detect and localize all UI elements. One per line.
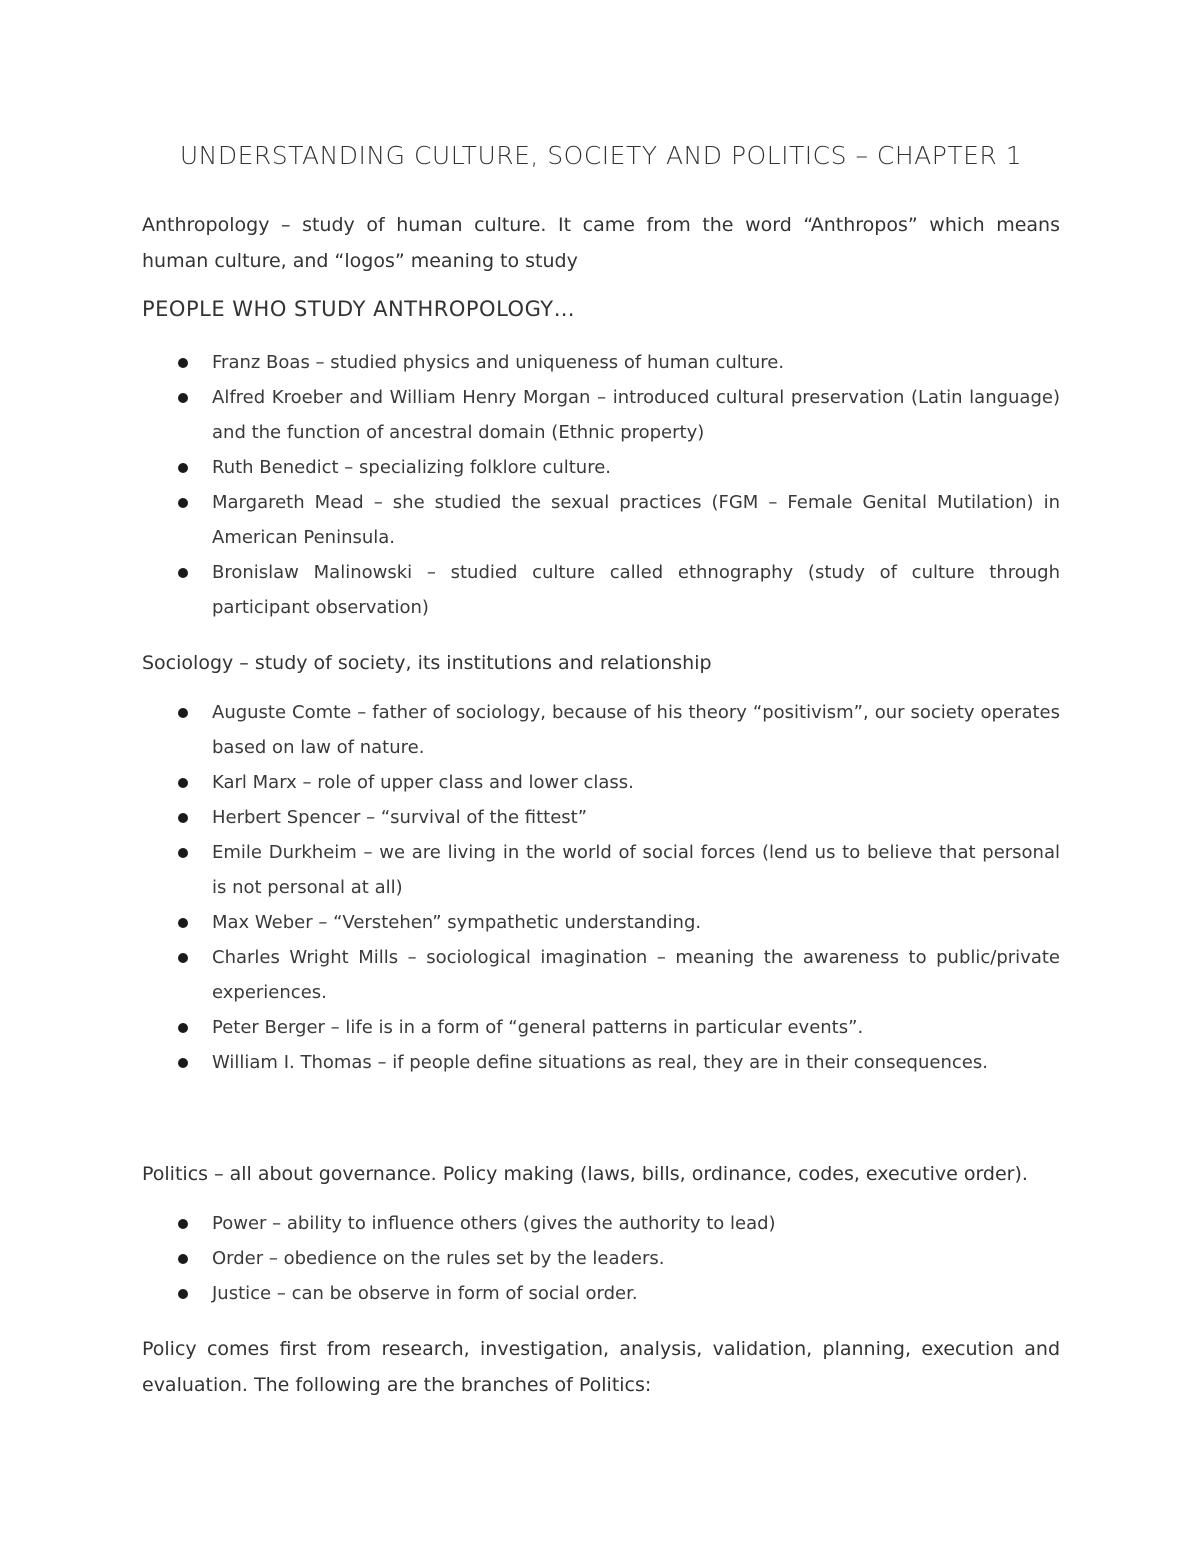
list-item-text: Franz Boas – studied physics and uniqueness of human culture. — [212, 351, 785, 373]
list-item-text: Justice – can be observe in form of social order. — [212, 1282, 638, 1304]
bullet-icon — [178, 953, 188, 963]
list-item — [142, 1045, 1060, 1080]
sociology-definition: Sociology – study of society, its institutions and relationship — [142, 651, 712, 674]
list-item — [142, 345, 1060, 380]
list-item — [142, 1206, 1060, 1241]
bullet-icon — [178, 1219, 188, 1229]
list-item-text: Ruth Benedict – specializing folklore culture. — [212, 456, 611, 478]
list-item-text: Auguste Comte – father of sociology, because of his theory “positivism”, our society operates based on law of nature. — [212, 701, 1060, 758]
sociologists-list — [142, 695, 1060, 1080]
list-item — [142, 450, 1060, 485]
bullet-icon — [178, 498, 188, 508]
list-item-text: Max Weber – “Verstehen” sympathetic understanding. — [212, 911, 702, 933]
bullet-icon — [178, 568, 188, 578]
list-item — [142, 940, 1060, 1010]
list-item — [142, 1241, 1060, 1276]
list-item — [142, 695, 1060, 765]
bullet-icon — [178, 1254, 188, 1264]
list-item — [142, 835, 1060, 905]
bullet-icon — [178, 813, 188, 823]
list-item — [142, 485, 1060, 555]
bullet-icon — [178, 358, 188, 368]
list-item — [142, 1276, 1060, 1311]
bullet-icon — [178, 1058, 188, 1068]
list-item — [142, 555, 1060, 625]
bullet-icon — [178, 1023, 188, 1033]
list-item — [142, 800, 1060, 835]
list-item-text: Herbert Spencer – “survival of the fittest” — [212, 806, 588, 828]
list-item-text: William I. Thomas – if people define situations as real, they are in their consequences. — [212, 1051, 988, 1073]
politics-definition: Politics – all about governance. Policy making (laws, bills, ordinance, codes, executive order). — [142, 1162, 1028, 1185]
policy-paragraph: Policy comes first from research, investigation, analysis, validation, planning, execution and evaluation. The following are the branches of Politics: — [142, 1337, 1060, 1396]
list-item — [142, 765, 1060, 800]
anthropology-definition: Anthropology – study of human culture. It came from the word “Anthropos” which means human culture, and “logos” meaning to study — [142, 213, 1060, 272]
list-item-text: Karl Marx – role of upper class and lower class. — [212, 771, 634, 793]
list-item-text: Bronislaw Malinowski – studied culture called ethnography (study of culture through participant observation) — [212, 561, 1060, 618]
bullet-icon — [178, 393, 188, 403]
list-item-text: Order – obedience on the rules set by the leaders. — [212, 1247, 665, 1269]
list-item — [142, 1010, 1060, 1045]
section-spacer — [142, 1100, 1060, 1156]
list-item-text: Margareth Mead – she studied the sexual practices (FGM – Female Genital Mutilation) in American Peninsula. — [212, 491, 1060, 548]
list-item-text: Power – ability to influence others (gives the authority to lead) — [212, 1212, 776, 1234]
list-item-text: Alfred Kroeber and William Henry Morgan – introduced cultural preservation (Latin language) and the function of ancestral domain (Ethnic property) — [212, 386, 1060, 443]
people-heading: PEOPLE WHO STUDY ANTHROPOLOGY… — [142, 296, 576, 321]
document-body — [142, 140, 1060, 1417]
list-item — [142, 380, 1060, 450]
document-title: UNDERSTANDING CULTURE, SOCIETY AND POLITICS – CHAPTER 1 — [179, 141, 1023, 170]
bullet-icon — [178, 848, 188, 858]
anthropologists-list — [142, 345, 1060, 625]
bullet-icon — [178, 708, 188, 718]
bullet-icon — [178, 918, 188, 928]
bullet-icon — [178, 463, 188, 473]
politics-list — [142, 1206, 1060, 1311]
bullet-icon — [178, 1289, 188, 1299]
list-item-text: Emile Durkheim – we are living in the world of social forces (lend us to believe that personal is not personal at all) — [212, 841, 1060, 898]
bullet-icon — [178, 778, 188, 788]
list-item — [142, 905, 1060, 940]
list-item-text: Peter Berger – life is in a form of “general patterns in particular events”. — [212, 1016, 864, 1038]
list-item-text: Charles Wright Mills – sociological imagination – meaning the awareness to public/private experiences. — [212, 946, 1060, 1003]
